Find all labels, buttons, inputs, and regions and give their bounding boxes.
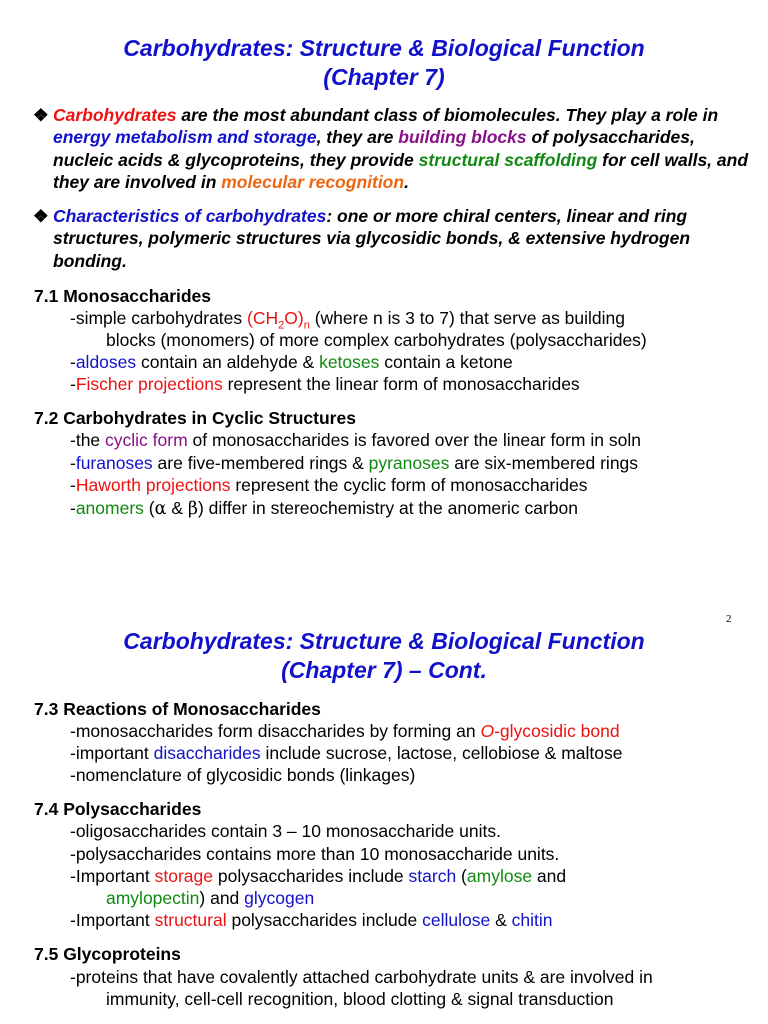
slide1-title-line1: Carbohydrates: Structure & Biological Function: [123, 35, 645, 61]
text: , they are: [316, 127, 399, 148]
slide2-title: [0, 627, 768, 685]
text: of polysaccharides, nucleic acids & glycoproteins, they provide: [53, 127, 695, 170]
text: -: [70, 453, 76, 473]
term-o-glycosidic-bond: [480, 721, 619, 741]
text: -monosaccharides form disaccharides by forming an: [70, 721, 481, 741]
text: (: [143, 498, 155, 518]
line-7-1-1: [70, 307, 626, 332]
formula-ch2o: [247, 308, 310, 332]
heading-7-3: 7.3 Reactions of Monosaccharides: [34, 699, 321, 719]
line-7-4-4: [70, 909, 553, 931]
slide1-title: [0, 34, 768, 92]
text: (: [456, 866, 467, 886]
text: of monosaccharides is favored over the linear form in soln: [187, 430, 641, 450]
slide2-title-line1: Carbohydrates: Structure & Biological Function: [123, 628, 645, 654]
line-7-2-2: [70, 452, 638, 474]
text: -Important: [70, 866, 155, 886]
text: -Important: [70, 910, 155, 930]
text: O): [284, 308, 304, 328]
term-storage: storage: [154, 866, 213, 886]
text: -: [70, 475, 76, 495]
text: contain a ketone: [379, 352, 513, 372]
text: (CH: [247, 308, 279, 328]
term-disaccharides: disaccharides: [153, 743, 261, 763]
heading-7-1: 7.1 Monosaccharides: [34, 286, 212, 306]
term-carbohydrates: Carbohydrates: [53, 105, 177, 125]
line-7-4-2: -polysaccharides contains more than 10 monosaccharide units.: [70, 844, 560, 864]
text: for cell walls, and they are involved in: [53, 149, 749, 193]
text: represent the cyclic form of monosaccharides: [230, 475, 588, 495]
term-furanoses: furanoses: [75, 453, 153, 473]
text: and: [532, 866, 567, 886]
heading-7-2: 7.2 Carbohydrates in Cyclic Structures: [34, 408, 356, 428]
term-molecular-recognition: molecular recognition: [221, 172, 405, 193]
text: include sucrose, lactose, cellobiose & maltose: [260, 743, 623, 763]
term-chitin: chitin: [511, 910, 553, 930]
term-cellulose: cellulose: [422, 910, 491, 930]
text: O: [480, 721, 495, 741]
line-7-5-1: -proteins that have covalently attached carbohydrate units & are involved in: [70, 967, 653, 987]
heading-7-4: 7.4 Polysaccharides: [34, 799, 202, 819]
term-amylopectin: amylopectin: [106, 888, 200, 908]
term-structural-scaffolding: structural scaffolding: [418, 149, 598, 170]
text: are the most abundant class of biomolecules. They play a role in: [176, 105, 719, 125]
text: (where n is 3 to 7) that serve as building: [309, 308, 626, 328]
text: polysaccharides include: [213, 866, 409, 886]
line-7-4-3: [70, 865, 566, 887]
text: -simple carbohydrates: [70, 308, 248, 328]
text: polysaccharides include: [226, 910, 423, 930]
page-number: 2: [726, 613, 732, 625]
line-7-2-1: [70, 429, 641, 451]
line-7-3-3: -nomenclature of glycosidic bonds (linkages): [70, 765, 416, 785]
line-7-4-1: -oligosaccharides contain 3 – 10 monosaccharide units.: [70, 821, 501, 841]
heading-7-5: 7.5 Glycoproteins: [34, 944, 181, 964]
term-fischer: Fischer projections: [75, 374, 223, 394]
slide2-title-line2: (Chapter 7) – Cont.: [281, 657, 487, 683]
text: -the: [70, 430, 106, 450]
term-structural: structural: [154, 910, 227, 930]
subscript: n: [303, 319, 310, 332]
term-starch: starch: [408, 866, 457, 886]
alpha-symbol: α: [154, 499, 167, 519]
term-amylose: amylose: [466, 866, 533, 886]
term-cyclic-form: cyclic form: [105, 430, 188, 450]
bullet-carbohydrates-overview: [33, 104, 753, 194]
term-glycogen: glycogen: [244, 888, 315, 908]
text: ) differ in stereochemistry at the anomeric carbon: [197, 498, 578, 518]
line-7-1-3: [70, 373, 580, 395]
term-haworth: Haworth projections: [75, 475, 231, 495]
term-ketoses: ketoses: [319, 352, 380, 372]
subscript: 2: [278, 319, 285, 332]
term-building-blocks: building blocks: [398, 127, 527, 148]
text: are six-membered rings: [449, 453, 639, 473]
diamond-bullet-icon: ❖: [33, 206, 49, 226]
diamond-bullet-icon: ❖: [33, 105, 49, 125]
beta-symbol: β: [187, 499, 198, 519]
line-7-1-1-cont: blocks (monomers) of more complex carbohydrates (polysaccharides): [106, 330, 647, 350]
text: contain an aldehyde &: [136, 352, 320, 372]
line-7-2-3: [70, 474, 587, 496]
text: -: [70, 498, 76, 518]
text: &: [166, 498, 188, 518]
term-aldoses: aldoses: [75, 352, 137, 372]
text: represent the linear form of monosaccharides: [222, 374, 580, 394]
term-anomers: anomers: [75, 498, 144, 518]
text: &: [490, 910, 512, 930]
line-7-2-4: [70, 497, 578, 520]
text: -: [70, 374, 76, 394]
line-7-3-2: [70, 742, 623, 764]
text: -important: [70, 743, 154, 763]
text: -: [70, 352, 76, 372]
text: : one or more chiral centers, linear and ring structures, polymeric structures via glycosidic bonds, & extensive hydrogen bonding.: [53, 206, 691, 271]
line-7-1-2: [70, 351, 513, 373]
bullet-characteristics: [33, 205, 753, 272]
text: .: [404, 172, 409, 193]
text: are five-membered rings &: [152, 453, 369, 473]
term-pyranoses: pyranoses: [368, 453, 450, 473]
text: -glycosidic bond: [494, 721, 620, 741]
text: ) and: [199, 888, 245, 908]
term-characteristics: Characteristics of carbohydrates: [53, 206, 327, 226]
line-7-3-1: [70, 720, 620, 742]
line-7-4-3-cont: [106, 887, 314, 909]
term-energy-metabolism: energy metabolism and storage: [53, 127, 317, 148]
slide1-title-line2: (Chapter 7): [323, 64, 445, 90]
line-7-5-2: immunity, cell-cell recognition, blood clotting & signal transduction: [106, 989, 614, 1009]
